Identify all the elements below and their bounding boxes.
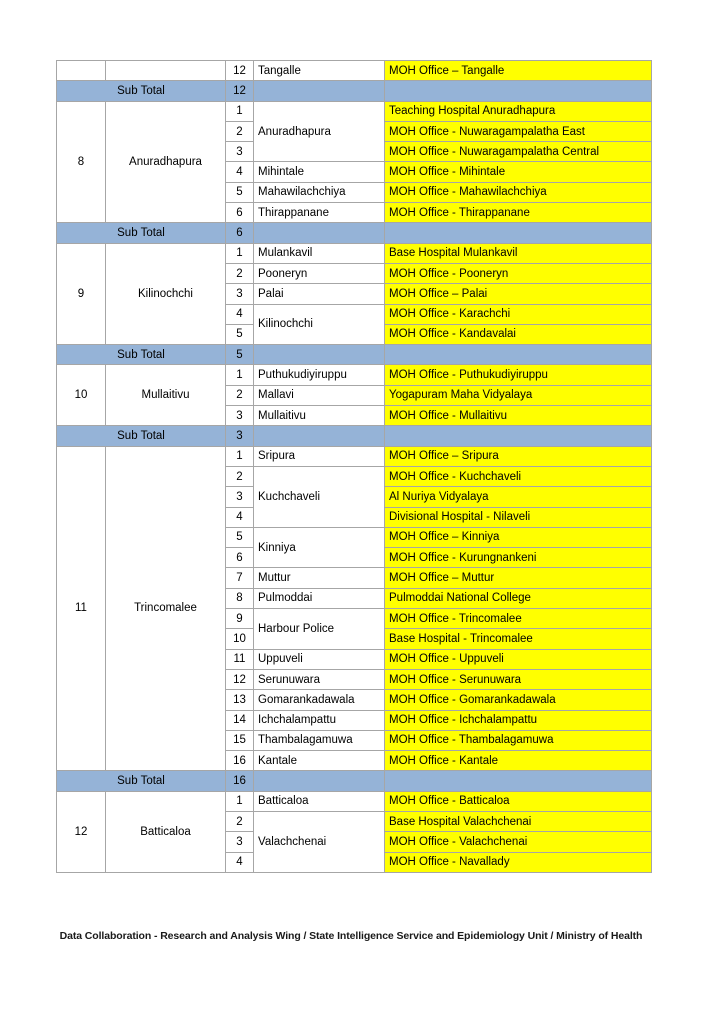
- office-location-cell: MOH Office – Palai: [385, 284, 652, 304]
- office-location-cell: MOH Office - Batticaloa: [385, 791, 652, 811]
- subtotal-label: Sub Total: [57, 81, 226, 101]
- office-location-cell: MOH Office – Muttur: [385, 568, 652, 588]
- row-index-cell: 3: [226, 142, 254, 162]
- office-location-cell: MOH Office - Nuwaragampalatha Central: [385, 142, 652, 162]
- row-index-cell: 1: [226, 101, 254, 121]
- area-name-cell: Palai: [254, 284, 385, 304]
- subtotal-spacer-area: [254, 771, 385, 791]
- row-index-cell: 2: [226, 385, 254, 405]
- subtotal-row: [57, 345, 652, 365]
- subtotal-spacer-office: [385, 426, 652, 446]
- row-index-cell: 3: [226, 487, 254, 507]
- office-location-cell: MOH Office - Pooneryn: [385, 263, 652, 283]
- area-name-cell: Muttur: [254, 568, 385, 588]
- district-number-cell: 8: [57, 101, 106, 223]
- row-index-cell: 11: [226, 649, 254, 669]
- subtotal-label: Sub Total: [57, 345, 226, 365]
- office-location-cell: Teaching Hospital Anuradhapura: [385, 101, 652, 121]
- office-location-cell: MOH Office – Kinniya: [385, 527, 652, 547]
- area-name-cell: Batticaloa: [254, 791, 385, 811]
- area-name-cell: Mihintale: [254, 162, 385, 182]
- table-row: [57, 365, 652, 385]
- subtotal-spacer-office: [385, 345, 652, 365]
- row-index-cell: 5: [226, 527, 254, 547]
- subtotal-count: 12: [226, 81, 254, 101]
- office-location-cell: MOH Office - Thirappanane: [385, 203, 652, 223]
- row-index-cell: 8: [226, 588, 254, 608]
- area-name-cell: Thirappanane: [254, 203, 385, 223]
- row-index-cell: 15: [226, 730, 254, 750]
- area-name-cell: Pulmoddai: [254, 588, 385, 608]
- row-index-cell: 6: [226, 203, 254, 223]
- area-name-cell: Mahawilachchiya: [254, 182, 385, 202]
- area-name-cell: Mulankavil: [254, 243, 385, 263]
- office-location-cell: MOH Office - Nuwaragampalatha East: [385, 121, 652, 141]
- row-index-cell: 2: [226, 811, 254, 831]
- table-row: [57, 243, 652, 263]
- subtotal-spacer-area: [254, 81, 385, 101]
- area-name-cell: Valachchenai: [254, 811, 385, 872]
- subtotal-spacer-office: [385, 81, 652, 101]
- row-index-cell: 4: [226, 162, 254, 182]
- row-index-cell: 5: [226, 324, 254, 344]
- office-location-cell: MOH Office - Mahawilachchiya: [385, 182, 652, 202]
- area-name-cell: Harbour Police: [254, 609, 385, 650]
- office-location-cell: MOH Office - Serunuwara: [385, 669, 652, 689]
- district-name-cell: Mullaitivu: [106, 365, 226, 426]
- office-location-cell: MOH Office – Tangalle: [385, 61, 652, 81]
- subtotal-label: Sub Total: [57, 426, 226, 446]
- subtotal-row: [57, 771, 652, 791]
- moh-office-table-container: [56, 60, 651, 873]
- row-index-cell: 9: [226, 609, 254, 629]
- subtotal-count: 3: [226, 426, 254, 446]
- subtotal-row: [57, 426, 652, 446]
- table-row: [57, 101, 652, 121]
- row-index-cell: 2: [226, 263, 254, 283]
- area-name-cell: Kantale: [254, 751, 385, 771]
- area-name-cell: Tangalle: [254, 61, 385, 81]
- area-name-cell: Gomarankadawala: [254, 690, 385, 710]
- row-index-cell: 3: [226, 832, 254, 852]
- area-name-cell: Mallavi: [254, 385, 385, 405]
- office-location-cell: MOH Office - Thambalagamuwa: [385, 730, 652, 750]
- office-location-cell: MOH Office - Puthukudiyiruppu: [385, 365, 652, 385]
- subtotal-label: Sub Total: [57, 223, 226, 243]
- subtotal-spacer-office: [385, 771, 652, 791]
- page-footer: Data Collaboration - Research and Analysis Wing / State Intelligence Service and Epidemiology Unit / Ministry of Health: [59, 930, 643, 942]
- area-name-cell: Pooneryn: [254, 263, 385, 283]
- row-index-cell: 2: [226, 466, 254, 486]
- district-number-cell: 10: [57, 365, 106, 426]
- office-location-cell: Pulmoddai National College: [385, 588, 652, 608]
- office-location-cell: MOH Office - Ichchalampattu: [385, 710, 652, 730]
- row-index-cell: 1: [226, 791, 254, 811]
- office-location-cell: MOH Office - Trincomalee: [385, 609, 652, 629]
- row-index-cell: 4: [226, 507, 254, 527]
- subtotal-spacer-area: [254, 223, 385, 243]
- office-location-cell: Divisional Hospital - Nilaveli: [385, 507, 652, 527]
- area-name-cell: Sripura: [254, 446, 385, 466]
- moh-office-table: [56, 60, 652, 873]
- area-name-cell: Anuradhapura: [254, 101, 385, 162]
- office-location-cell: MOH Office - Kantale: [385, 751, 652, 771]
- table-row: [57, 61, 652, 81]
- district-number-cell: [57, 61, 106, 81]
- office-location-cell: Base Hospital - Trincomalee: [385, 629, 652, 649]
- area-name-cell: Kilinochchi: [254, 304, 385, 345]
- subtotal-row: [57, 81, 652, 101]
- area-name-cell: Thambalagamuwa: [254, 730, 385, 750]
- office-location-cell: MOH Office – Sripura: [385, 446, 652, 466]
- district-number-cell: 11: [57, 446, 106, 771]
- area-name-cell: Uppuveli: [254, 649, 385, 669]
- subtotal-count: 16: [226, 771, 254, 791]
- subtotal-count: 6: [226, 223, 254, 243]
- row-index-cell: 6: [226, 548, 254, 568]
- row-index-cell: 2: [226, 121, 254, 141]
- district-name-cell: Batticaloa: [106, 791, 226, 872]
- row-index-cell: 1: [226, 446, 254, 466]
- row-index-cell: 3: [226, 284, 254, 304]
- row-index-cell: 4: [226, 304, 254, 324]
- office-location-cell: Base Hospital Mulankavil: [385, 243, 652, 263]
- table-row: [57, 446, 652, 466]
- district-name-cell: [106, 61, 226, 81]
- office-location-cell: MOH Office - Navallady: [385, 852, 652, 872]
- office-location-cell: Yogapuram Maha Vidyalaya: [385, 385, 652, 405]
- office-location-cell: Base Hospital Valachchenai: [385, 811, 652, 831]
- row-index-cell: 5: [226, 182, 254, 202]
- area-name-cell: Kinniya: [254, 527, 385, 568]
- row-index-cell: 12: [226, 61, 254, 81]
- subtotal-label: Sub Total: [57, 771, 226, 791]
- subtotal-spacer-area: [254, 426, 385, 446]
- district-number-cell: 12: [57, 791, 106, 872]
- area-name-cell: Mullaitivu: [254, 406, 385, 426]
- district-number-cell: 9: [57, 243, 106, 344]
- row-index-cell: 3: [226, 406, 254, 426]
- row-index-cell: 10: [226, 629, 254, 649]
- row-index-cell: 4: [226, 852, 254, 872]
- office-location-cell: MOH Office - Kandavalai: [385, 324, 652, 344]
- district-name-cell: Anuradhapura: [106, 101, 226, 223]
- subtotal-spacer-area: [254, 345, 385, 365]
- row-index-cell: 16: [226, 751, 254, 771]
- row-index-cell: 7: [226, 568, 254, 588]
- row-index-cell: 12: [226, 669, 254, 689]
- area-name-cell: Serunuwara: [254, 669, 385, 689]
- office-location-cell: MOH Office - Mihintale: [385, 162, 652, 182]
- district-name-cell: Trincomalee: [106, 446, 226, 771]
- office-location-cell: MOH Office - Kuchchaveli: [385, 466, 652, 486]
- office-location-cell: MOH Office - Uppuveli: [385, 649, 652, 669]
- table-body: [57, 61, 652, 873]
- row-index-cell: 13: [226, 690, 254, 710]
- table-row: [57, 791, 652, 811]
- row-index-cell: 1: [226, 365, 254, 385]
- area-name-cell: Puthukudiyiruppu: [254, 365, 385, 385]
- area-name-cell: Kuchchaveli: [254, 466, 385, 527]
- subtotal-row: [57, 223, 652, 243]
- area-name-cell: Ichchalampattu: [254, 710, 385, 730]
- office-location-cell: MOH Office - Karachchi: [385, 304, 652, 324]
- office-location-cell: MOH Office - Valachchenai: [385, 832, 652, 852]
- office-location-cell: Al Nuriya Vidyalaya: [385, 487, 652, 507]
- row-index-cell: 1: [226, 243, 254, 263]
- office-location-cell: MOH Office - Gomarankadawala: [385, 690, 652, 710]
- subtotal-spacer-office: [385, 223, 652, 243]
- subtotal-count: 5: [226, 345, 254, 365]
- office-location-cell: MOH Office - Kurungnankeni: [385, 548, 652, 568]
- office-location-cell: MOH Office - Mullaitivu: [385, 406, 652, 426]
- row-index-cell: 14: [226, 710, 254, 730]
- district-name-cell: Kilinochchi: [106, 243, 226, 344]
